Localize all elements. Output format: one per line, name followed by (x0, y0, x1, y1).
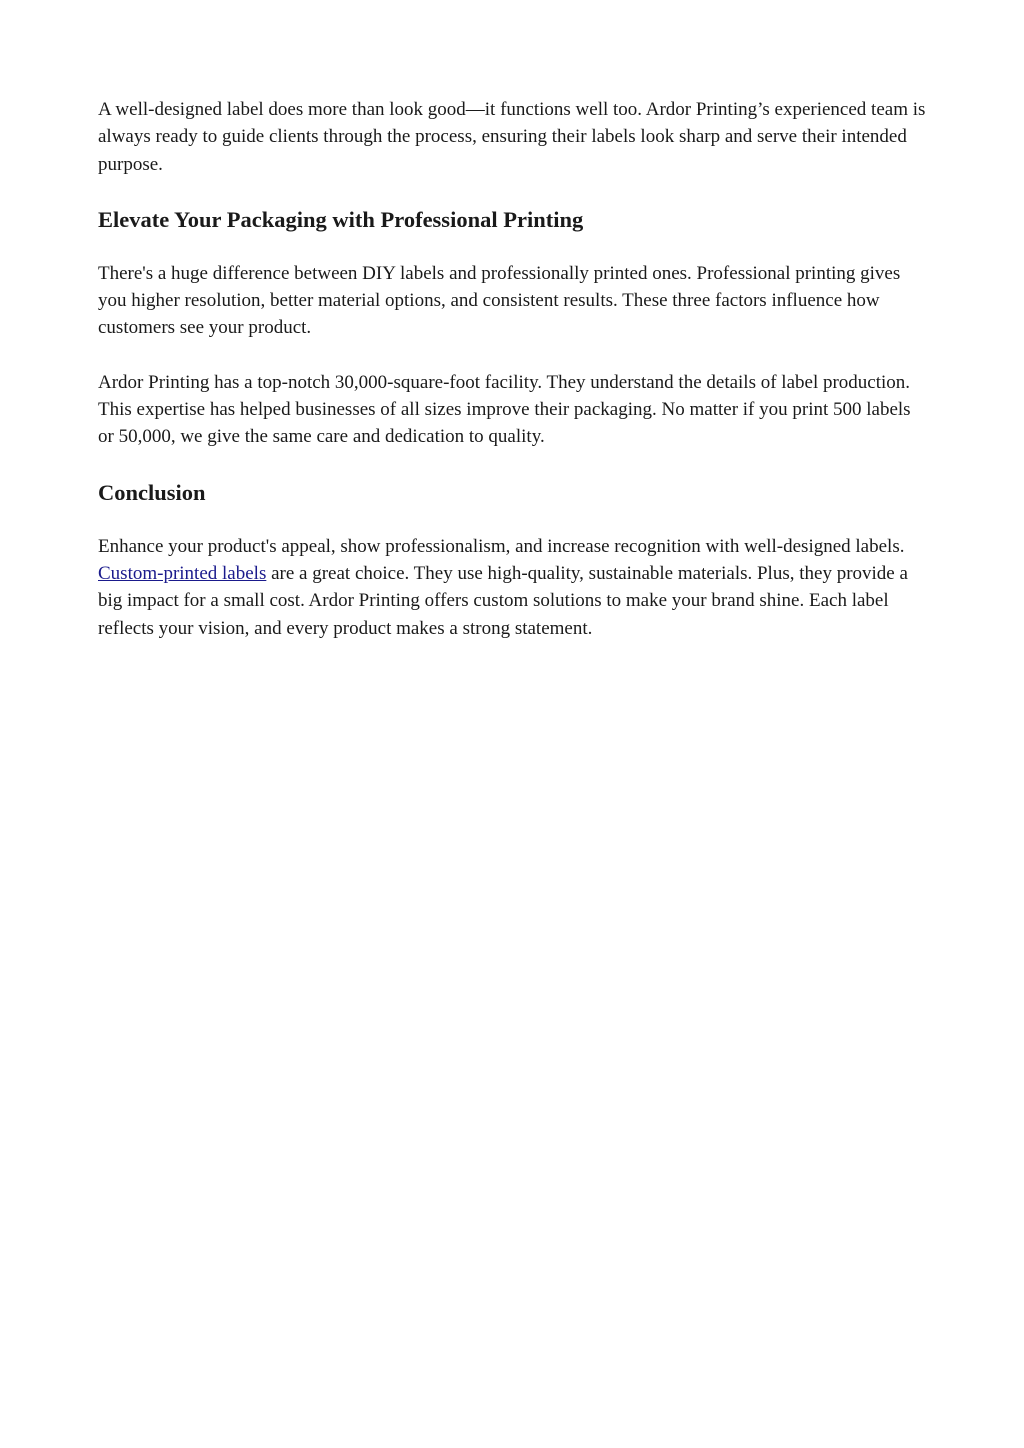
intro-paragraph: A well-designed label does more than look good—it functions well too. Ardor Printing’s experienced team is always ready to guide clients through the process, ensuring their labels look sharp and serve their intended purpose. (98, 99, 926, 175)
conclusion-text-after-link: are a great choice. They use high-quality, sustainable materials. Plus, they provide a big impact for a small cost. Ardor Printing offers custom solutions to make your brand shine. Each label reflects your vision, and every product makes a strong statement. (98, 562, 908, 639)
paragraph-conclusion (98, 533, 928, 642)
custom-printed-labels-link[interactable]: Custom-printed labels (98, 562, 267, 584)
heading-elevate-packaging: Elevate Your Packaging with Professional Printing (98, 206, 584, 232)
heading-conclusion: Conclusion (98, 479, 206, 505)
document-page (98, 96, 928, 642)
paragraph-facility: Ardor Printing has a top-notch 30,000-square-foot facility. They understand the details of label production. This expertise has helped businesses of all sizes improve their packaging. No matter if you print 500 labels or 50,000, we give the same care and dedication to quality. (98, 371, 911, 448)
paragraph-diy-vs-professional: There's a huge difference between DIY labels and professionally printed ones. Professional printing gives you higher resolution, better material options, and consistent results. These three factors influence how customers see your product. (98, 262, 901, 339)
conclusion-text-before-link: Enhance your product's appeal, show professionalism, and increase recognition with well-designed labels. (98, 535, 905, 557)
